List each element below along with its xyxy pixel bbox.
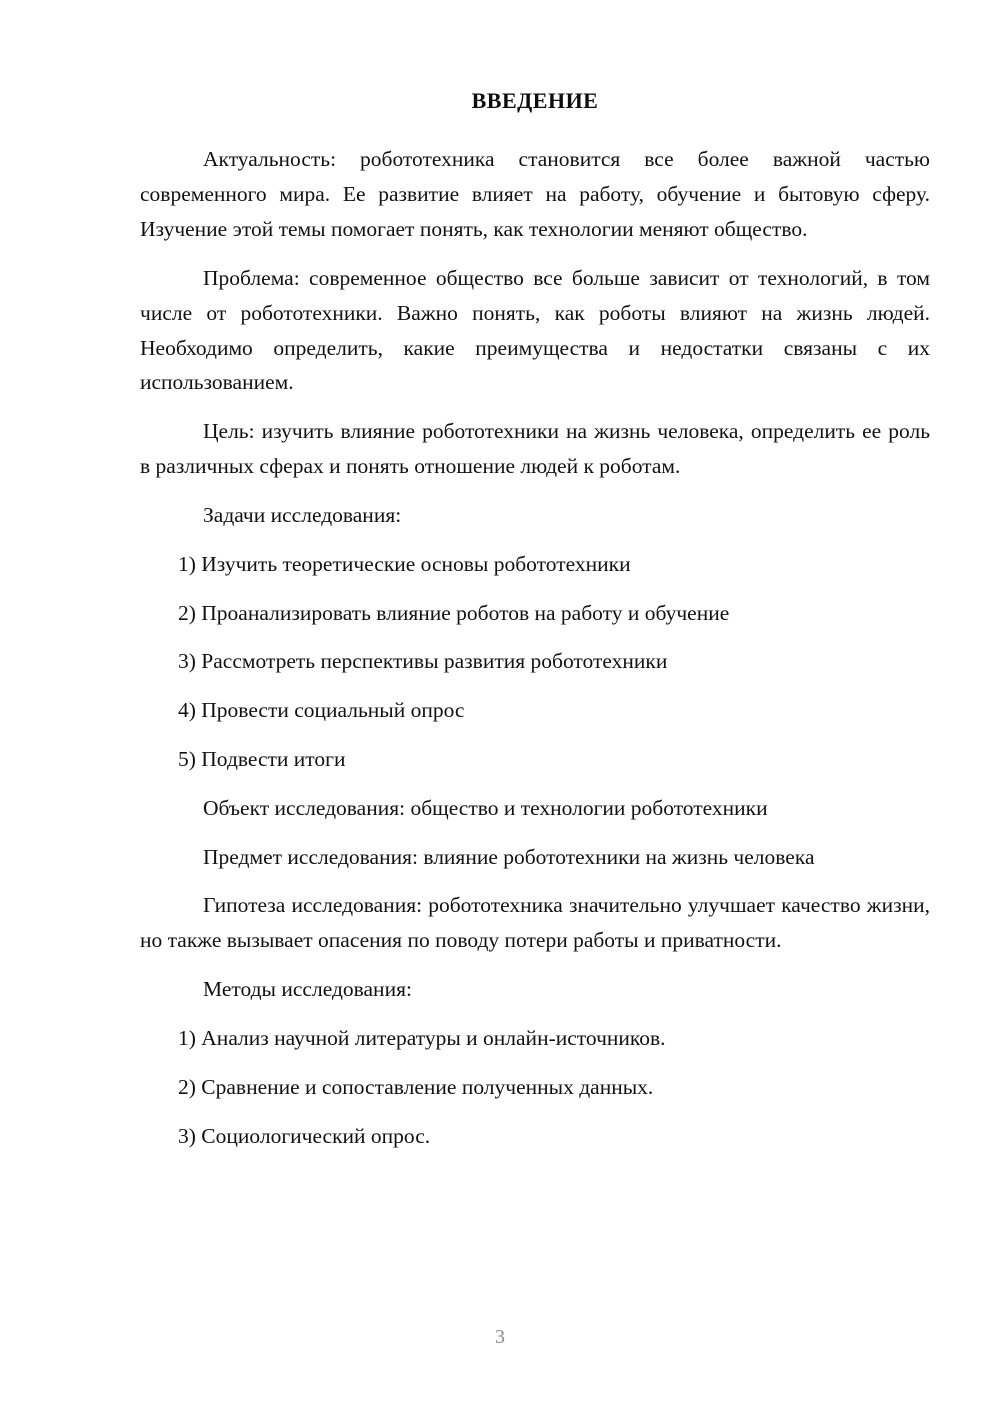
page-title: ВВЕДЕНИЕ xyxy=(471,88,599,113)
list-item: 4) Провести социальный опрос xyxy=(178,698,465,723)
page-number: 3 xyxy=(495,1326,505,1348)
paragraph-hypothesis: Гипотеза исследования: робототехника значительно улучшает качество жизни, но также вызывает опасения по поводу потери работы и приватности. xyxy=(140,893,930,953)
list-item: 2) Проанализировать влияние роботов на работу и обучение xyxy=(178,600,730,625)
paragraph-relevance: Актуальность: робототехника становится все более важной частью современного мира. Ее развитие влияет на работу, обучение и бытовую сферу. Изучение этой темы помогает понять, как технологии меняют общество. xyxy=(140,147,930,242)
paragraph-goal: Цель: изучить влияние робототехники на жизнь человека, определить ее роль в различных сферах и понять отношение людей к роботам. xyxy=(140,419,930,479)
heading-tasks: Задачи исследования: xyxy=(203,502,402,527)
list-item: 2) Сравнение и сопоставление полученных данных. xyxy=(178,1074,654,1099)
heading-methods: Методы исследования: xyxy=(203,977,412,1002)
list-item: 1) Анализ научной литературы и онлайн-источников. xyxy=(178,1025,666,1050)
page-content xyxy=(140,88,930,1167)
list-item: 3) Рассмотреть перспективы развития робототехники xyxy=(178,649,668,674)
list-item: 5) Подвести итоги xyxy=(178,746,346,771)
list-item: 1) Изучить теоретические основы робототехники xyxy=(178,551,631,576)
line-research-object: Объект исследования: общество и технологии робототехники xyxy=(203,795,768,820)
paragraph-problem: Проблема: современное общество все больше зависит от технологий, в том числе от робототехники. Важно понять, как роботы влияют на жизнь людей. Необходимо определить, какие преимущества и недостатки связаны с их использованием. xyxy=(140,265,930,395)
list-item: 3) Социологический опрос. xyxy=(178,1123,431,1148)
line-research-subject: Предмет исследования: влияние робототехники на жизнь человека xyxy=(203,844,815,869)
methods-list xyxy=(140,1021,930,1153)
tasks-list xyxy=(140,547,930,777)
